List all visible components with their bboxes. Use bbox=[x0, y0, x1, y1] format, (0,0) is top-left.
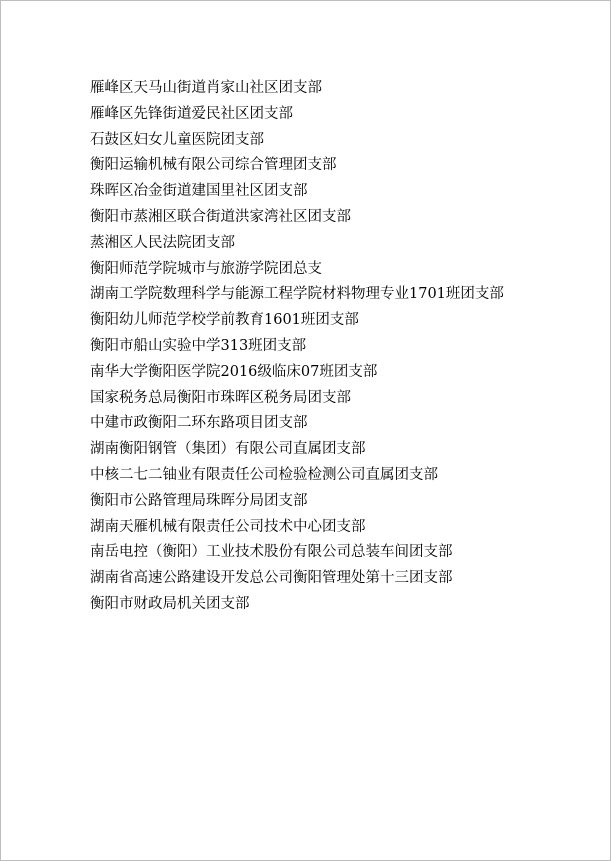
list-item: 衡阳市蒸湘区联合街道洪家湾社区团支部 bbox=[90, 208, 351, 225]
organization-list bbox=[90, 79, 530, 621]
list-item: 衡阳幼儿师范学校学前教育1601班团支部 bbox=[90, 312, 359, 329]
list-item: 中建市政衡阳二环东路项目团支部 bbox=[90, 415, 308, 432]
list-item: 衡阳师范学院城市与旅游学院团总支 bbox=[90, 260, 322, 277]
list-item: 湖南工学院数理科学与能源工程学院材料物理专业1701班团支部 bbox=[90, 286, 504, 303]
list-item: 蒸湘区人民法院团支部 bbox=[90, 234, 235, 251]
list-item: 衡阳市船山实验中学313班团支部 bbox=[90, 337, 307, 354]
list-item: 湖南天雁机械有限责任公司技术中心团支部 bbox=[90, 518, 366, 535]
list-item: 湖南省高速公路建设开发总公司衡阳管理处第十三团支部 bbox=[90, 570, 453, 587]
list-item: 雁峰区天马山街道肖家山社区团支部 bbox=[90, 80, 322, 96]
list-item: 国家税务总局衡阳市珠晖区税务局团支部 bbox=[90, 389, 351, 406]
list-item: 珠晖区冶金街道建国里社区团支部 bbox=[90, 183, 308, 200]
list-item: 衡阳运输机械有限公司综合管理团支部 bbox=[90, 157, 337, 174]
list-item: 南岳电控（衡阳）工业技术股份有限公司总装车间团支部 bbox=[90, 544, 453, 561]
list-item: 衡阳市财政局机关团支部 bbox=[90, 595, 250, 612]
list-item: 南华大学衡阳医学院2016级临床07班团支部 bbox=[90, 363, 378, 380]
list-item: 中核二七二铀业有限责任公司检验检测公司直属团支部 bbox=[90, 466, 438, 483]
list-item: 雁峰区先锋街道爱民社区团支部 bbox=[90, 105, 293, 122]
list-item: 衡阳市公路管理局珠晖分局团支部 bbox=[90, 492, 308, 509]
list-item: 湖南衡阳钢管（集团）有限公司直属团支部 bbox=[90, 441, 366, 458]
list-item: 石鼓区妇女儿童医院团支部 bbox=[90, 131, 264, 148]
